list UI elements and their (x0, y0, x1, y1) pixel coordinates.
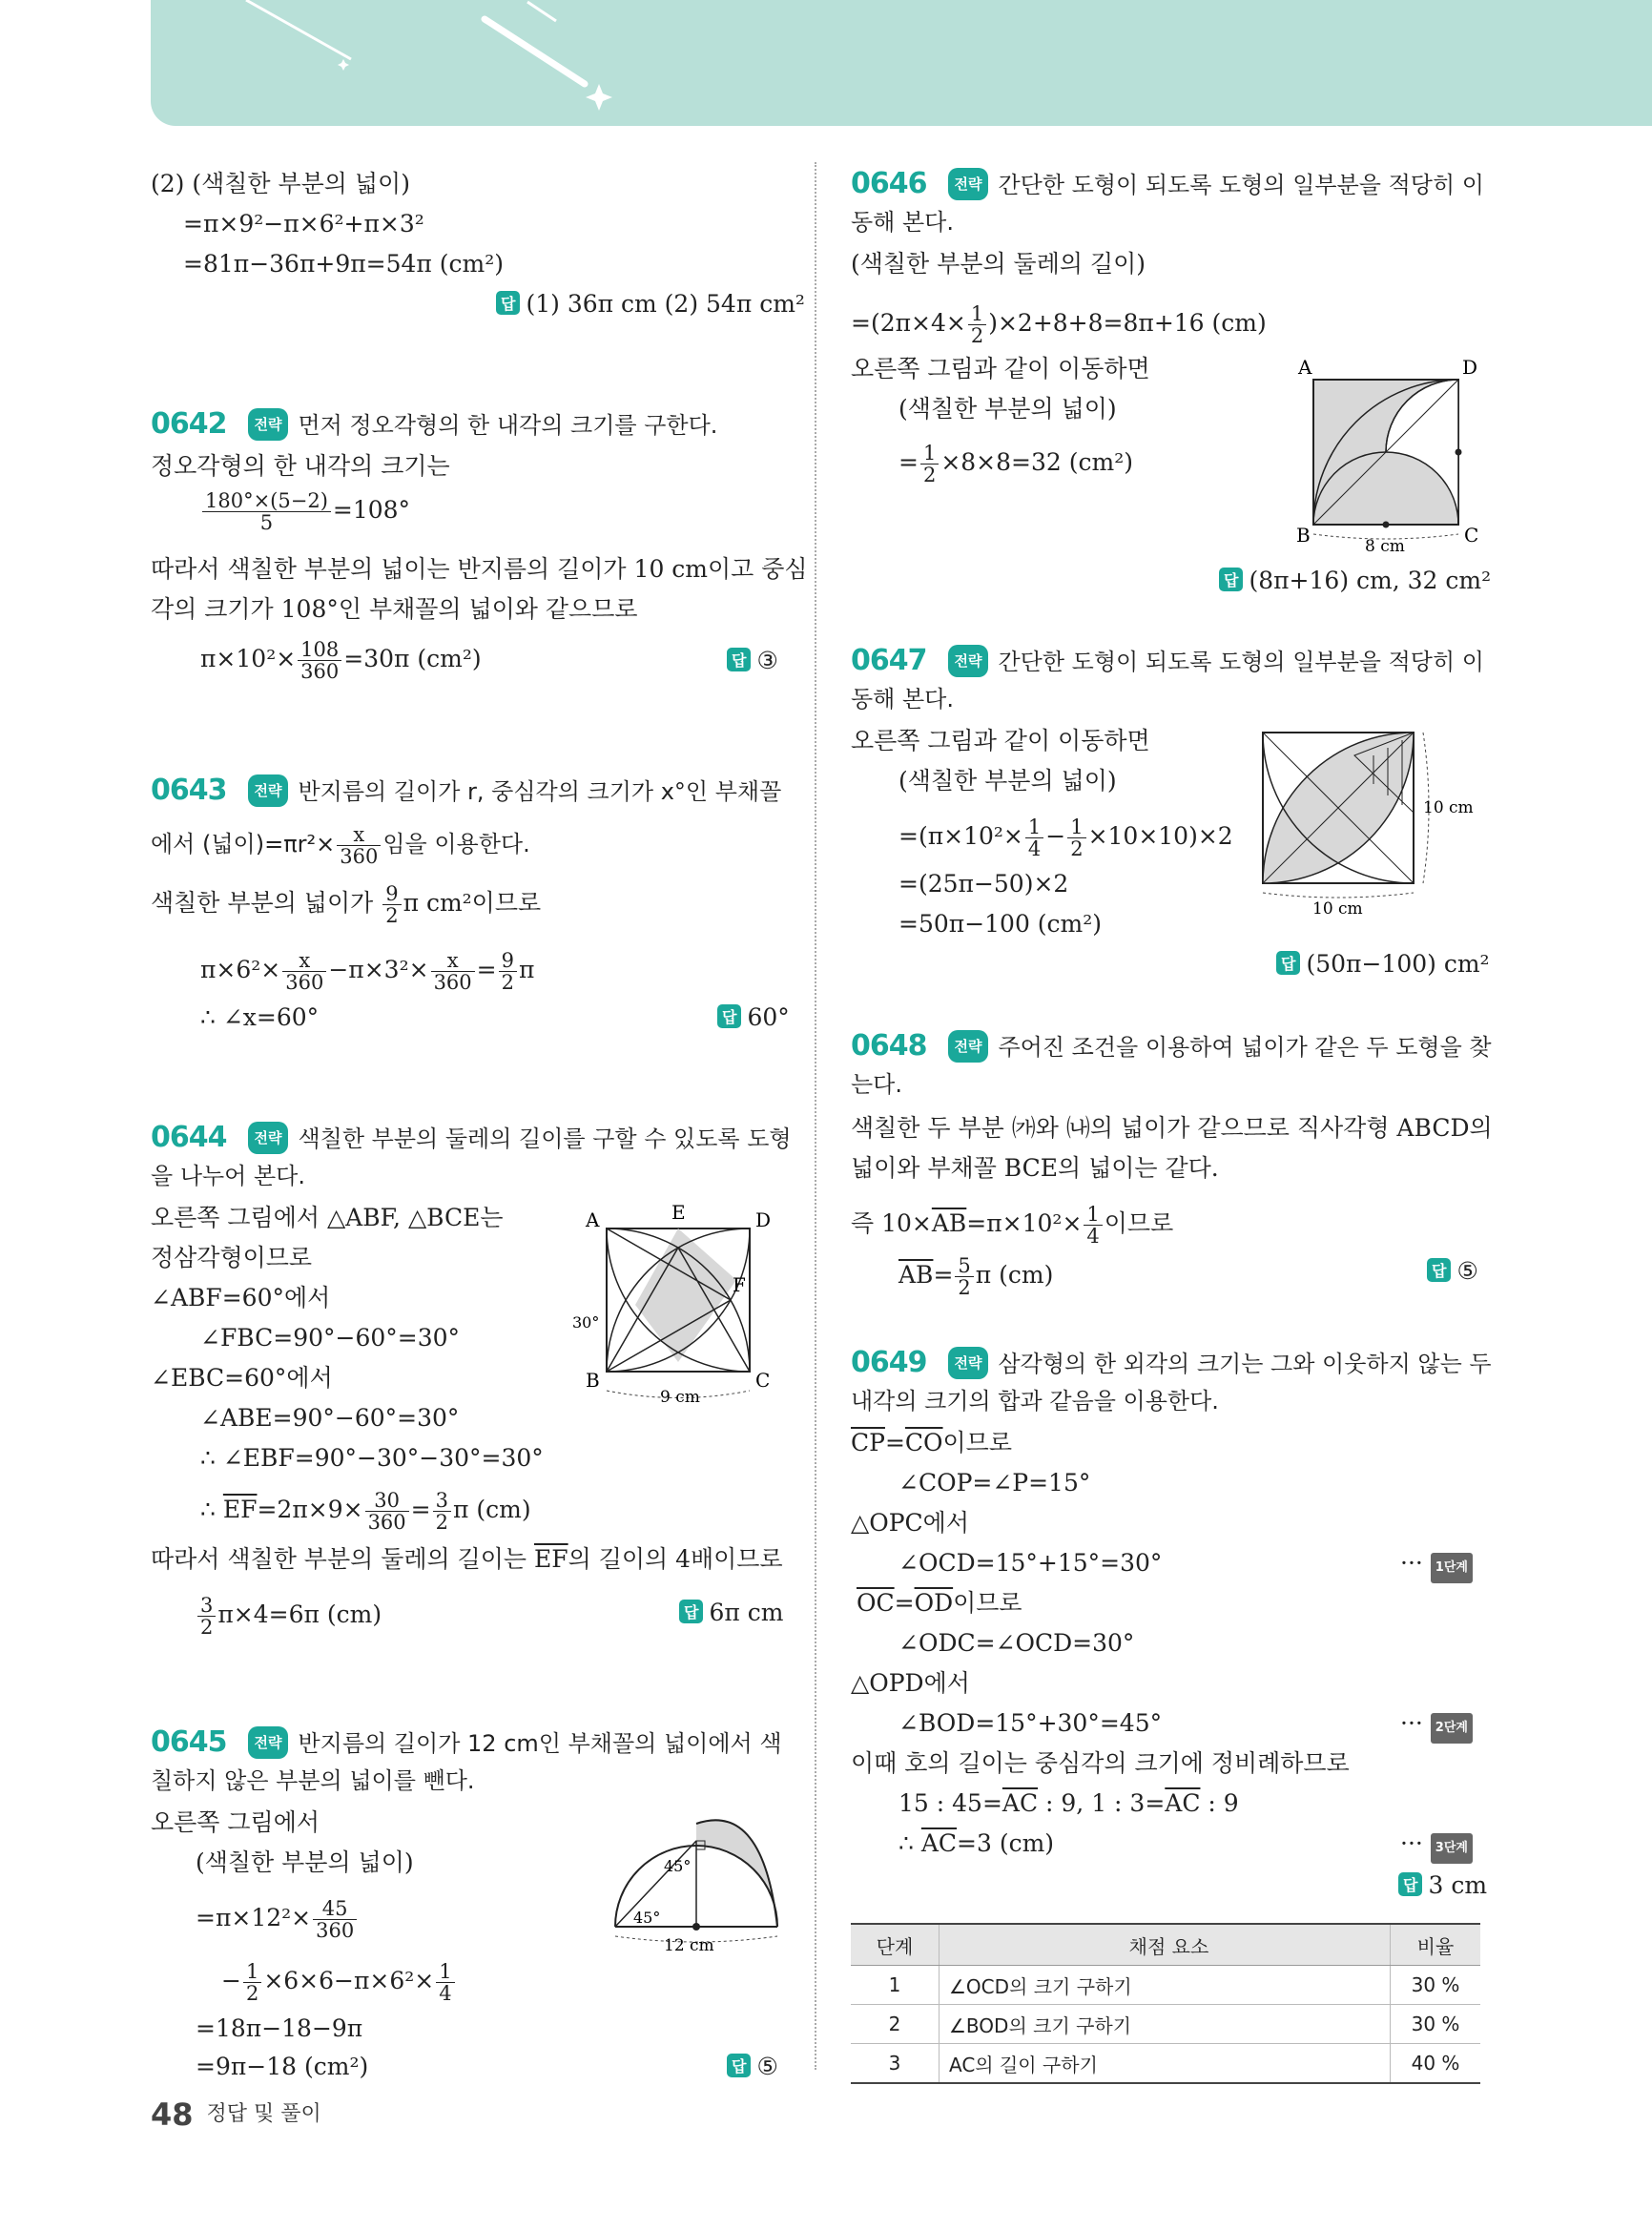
equation-line: − $\frac{1}{2}$ ×6×6−π×6²× $\frac{1}{4}$ (221, 1961, 457, 2004)
step-marker: ··· 3단계 (1400, 1829, 1473, 1864)
text-line: (색칠한 부분의 넓이) (898, 767, 1117, 795)
table-cell: 1 (851, 1966, 940, 2005)
step-badge: 2단계 (1431, 1713, 1473, 1744)
equation-line: π×6²× $\frac{x}{360}$ −π×3²× $\frac{x}{360}$ = $\frac{9}{2}$ π (200, 949, 535, 994)
equation-line: ∠OCD=15°+15°=30° (898, 1549, 1163, 1577)
equation-line: =(π×10²× $\frac{1}{4}$ − $\frac{1}{2}$ ×10×10)×2 (898, 816, 1233, 860)
length-label: 10 cm (1423, 798, 1474, 817)
equation-line: $\overline{AB}=$ $\frac{5}{2}$ π (cm) (898, 1254, 1054, 1299)
scoring-table (851, 1923, 1480, 2084)
problem-header: 0644 전략 색칠한 부분의 둘레의 길이를 구할 수 있도록 도형 (151, 1121, 792, 1154)
equation-line: =(2π×4× $\frac{1}{2}$ )×2+8+8=8π+16 (cm) (851, 302, 1267, 347)
angle-label: 45° (664, 1857, 692, 1875)
equation-line: = $\frac{1}{2}$ ×8×8=32 (cm²) (898, 442, 1133, 486)
table-cell: 2 (851, 2005, 940, 2044)
equation-line: =(25π−50)×2 (898, 870, 1069, 898)
vertex-label: D (755, 1208, 772, 1231)
table-row (851, 2044, 1480, 2084)
equation-line: $\frac{3}{2}$ π×4=6π (cm) (196, 1595, 382, 1638)
table-cell: 40 % (1391, 2044, 1481, 2084)
strategy-text-cont: 을 나누어 본다. (151, 1163, 305, 1189)
figure-0645 (601, 1803, 792, 1955)
vertex-label: F (733, 1273, 746, 1296)
problem-header: 0649 전략 삼각형의 한 외각의 크기는 그와 이웃하지 않는 두 (851, 1346, 1492, 1379)
text-line: 정오각형의 한 내각의 크기는 (151, 452, 450, 480)
answer: 답 6π cm (679, 1599, 783, 1626)
sparkle-decoration-icon (151, 0, 1009, 126)
problem-header: 0646 전략 간단한 도형이 되도록 도형의 일부분을 적당히 이 (851, 167, 1484, 200)
vertex-label: C (1464, 524, 1479, 547)
text-line: 색칠한 두 부분 ㈎와 ㈏의 넓이가 같으므로 직사각형 ABCD의 (851, 1114, 1493, 1142)
length-label: 12 cm (664, 1936, 714, 1955)
step-marker: ··· 2단계 (1400, 1709, 1473, 1744)
table-row (851, 2005, 1480, 2044)
table-header-row (851, 1924, 1480, 1966)
angle-label: 45° (633, 1909, 661, 1927)
text-line: (색칠한 부분의 둘레의 길이) (851, 250, 1146, 278)
answer: 답 (50π−100) cm² (1276, 950, 1490, 978)
problem-number: 0642 (151, 407, 227, 441)
text-line: 오른쪽 그림과 같이 이동하면 (851, 727, 1150, 754)
step-badge: 1단계 (1431, 1553, 1473, 1583)
text-line: 이때 호의 길이는 중심각의 크기에 정비례하므로 (851, 1749, 1350, 1777)
text-line: 따라서 색칠한 부분의 넓이는 반지름의 길이가 10 cm이고 중심 (151, 555, 808, 583)
text-line: 오른쪽 그림에서 (151, 1808, 320, 1836)
answer: 답 60° (717, 1003, 790, 1031)
equation-line: ∴ $\overline{AC}=3$ (cm) (898, 1829, 1055, 1857)
table-row (851, 1966, 1480, 2005)
equation-line: 15 : $45=\overline{AC}$ : 9, 1 : $3=\overline{AC}$ : 9 (898, 1789, 1239, 1817)
equation-line: =9π−18 (cm²) (196, 2053, 369, 2080)
length-label: 10 cm (1312, 899, 1363, 919)
text-line: △OPC에서 (851, 1509, 969, 1537)
step-marker: ··· 1단계 (1400, 1549, 1473, 1583)
text-line: (2) (색칠한 부분의 넓이) (151, 170, 410, 197)
text-line: $\overline{OC}=\overline{OD}$이므로 (857, 1589, 1022, 1617)
answer-text: (1) 36π cm (2) 54π cm² (526, 290, 805, 318)
vertex-label: B (1296, 524, 1311, 547)
table-header: 비율 (1391, 1924, 1481, 1966)
answer-badge: 답 (496, 291, 520, 315)
strategy-text-cont: 에서 (넓이)=πr²× $\frac{x}{360}$ 임을 이용한다. (151, 823, 530, 868)
problem-header: 0643 전략 반지름의 길이가 r, 중심각의 크기가 x°인 부채꼴 (151, 774, 782, 807)
strategy-text: 먼저 정오각형의 한 내각의 크기를 구한다. (298, 412, 718, 439)
length-label: 9 cm (660, 1388, 700, 1407)
text-line: 따라서 색칠한 부분의 둘레의 길이는 $\overline{EF}$의 길이의 4배이므로 (151, 1545, 783, 1573)
vertex-label: C (755, 1369, 771, 1392)
equation-line: ∴ ∠EBF=90°−30°−30°=30° (200, 1444, 544, 1472)
problem-header: 0647 전략 간단한 도형이 되도록 도형의 일부분을 적당히 이 (851, 644, 1484, 677)
equation-line: =π×12²× $\frac{45}{360}$ (196, 1898, 359, 1941)
answer (496, 290, 805, 318)
strategy-text-cont: 는다. (851, 1071, 902, 1098)
text-line: △OPD에서 (851, 1669, 970, 1697)
equation-line: =81π−36π+9π=54π (cm²) (183, 250, 505, 278)
equation-line: ∠ABE=90°−60°=30° (200, 1404, 460, 1432)
answer: 답 ③ (727, 647, 778, 674)
page-footer (151, 2096, 321, 2133)
equation-line: π×10²× $\frac{108}{360}$ =30π (cm²) (200, 638, 482, 683)
figure-0644 (568, 1200, 788, 1410)
equation-line: ∴ ∠x=60° (200, 1003, 320, 1031)
answer: 답 3 cm (1398, 1871, 1487, 1899)
page-number: 48 (151, 2096, 194, 2133)
text-line: 정삼각형이므로 (151, 1244, 313, 1271)
table-cell: 3 (851, 2044, 940, 2084)
equation-line: 즉 $10\times\overline{AB}=\pi\times 10^2\times$ $\frac{1}{4}$ 이므로 (851, 1203, 1174, 1248)
step-badge: 3단계 (1431, 1833, 1473, 1864)
equation-line: ∠BOD=15°+30°=45° (898, 1709, 1163, 1737)
table-header: 채점 요소 (940, 1924, 1391, 1966)
header-band (151, 0, 1652, 126)
strategy-text-cont: 내각의 크기의 합과 같음을 이용한다. (851, 1388, 1219, 1414)
strategy-text-cont: 동해 본다. (851, 686, 954, 712)
answer: 답 (8π+16) cm, 32 cm² (1219, 567, 1491, 594)
equation-line: =18π−18−9π (196, 2014, 363, 2042)
table-header: 단계 (851, 1924, 940, 1966)
equation-line: $\frac{180^\circ\times(5-2)}{5}$ =108° (200, 490, 410, 533)
column-divider (815, 162, 816, 2070)
problem-header: 0645 전략 반지름의 길이가 12 cm인 부채꼴의 넓이에서 색 (151, 1725, 782, 1759)
text-line: (색칠한 부분의 넓이) (196, 1848, 414, 1876)
strategy-text-cont: 칠하지 않은 부분의 넓이를 뺀다. (151, 1767, 475, 1794)
strategy-text-cont: 동해 본다. (851, 209, 954, 236)
text-line: ∠EBC=60°에서 (151, 1364, 333, 1392)
vertex-label: B (586, 1369, 600, 1392)
table-cell: 30 % (1391, 1966, 1481, 2005)
problem-header (151, 408, 717, 441)
vertex-label: D (1462, 356, 1478, 379)
equation-line: ∠ODC=∠OCD=30° (898, 1629, 1135, 1657)
text-line: 오른쪽 그림과 같이 이동하면 (851, 355, 1150, 382)
strategy-tag: 전략 (248, 408, 289, 441)
text-line: ∠ABF=60°에서 (151, 1284, 331, 1311)
page-label: 정답 및 풀이 (206, 2102, 321, 2126)
table-cell: 30 % (1391, 2005, 1481, 2044)
equation-line: =π×9²−π×6²+π×3² (183, 210, 424, 237)
vertex-label: A (1298, 356, 1312, 379)
equation-line: =50π−100 (cm²) (898, 910, 1103, 938)
table-cell: AC의 길이 구하기 (940, 2044, 1391, 2084)
text-line: $\overline{CP}=\overline{CO}$이므로 (851, 1429, 1012, 1456)
figure-0647 (1259, 727, 1488, 919)
vertex-label: E (671, 1201, 686, 1224)
figure-0646 (1292, 353, 1483, 558)
length-label: 8 cm (1365, 537, 1405, 556)
answer: 답 ⑤ (727, 2053, 778, 2080)
angle-label: 30° (572, 1313, 600, 1332)
answer: 답 ⑤ (1427, 1257, 1478, 1285)
vertex-label: A (586, 1208, 600, 1231)
equation-line: ∴ $\overline{EF}=2\pi\times 9\times$ $\frac{30}{360}$ = $\frac{3}{2}$ π (cm) (200, 1489, 531, 1534)
table-cell: ∠OCD의 크기 구하기 (940, 1966, 1391, 2005)
text-line: 넓이와 부채꼴 BCE의 넓이는 같다. (851, 1154, 1219, 1182)
table-cell: ∠BOD의 크기 구하기 (940, 2005, 1391, 2044)
problem-header: 0648 전략 주어진 조건을 이용하여 넓이가 같은 두 도형을 찾 (851, 1029, 1492, 1063)
equation-line: ∠COP=∠P=15° (898, 1469, 1091, 1497)
text-line: 색칠한 부분의 넓이가 $\frac{9}{2}$ π cm²이므로 (151, 882, 542, 927)
text-line: (색칠한 부분의 넓이) (898, 395, 1117, 423)
equation-line: ∠FBC=90°−60°=30° (200, 1324, 461, 1352)
text-line: 각의 크기가 108°인 부채꼴의 넓이와 같으므로 (151, 595, 638, 623)
text-line: 오른쪽 그림에서 △ABF, △BCE는 (151, 1204, 504, 1231)
fraction: $\frac{180^\circ\times(5-2)}{5}$ (202, 490, 331, 533)
